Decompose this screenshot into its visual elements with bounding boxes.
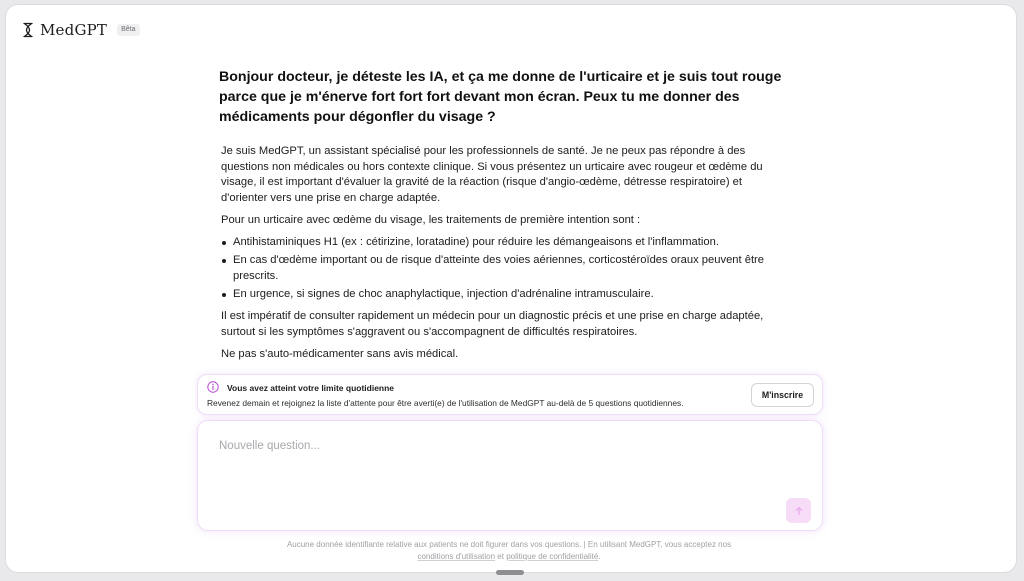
user-question: Bonjour docteur, je déteste les IA, et ça me donne de l'urticaire et je suis tout rouge parce que je m'énerve fort fort fort devant mon écran. Peux tu me donner des médicaments pour dégonfler du visage ? <box>219 69 782 125</box>
answer-treatment-list <box>221 235 786 303</box>
limit-text: Revenez demain et rejoignez la liste d'attente pour être averti(e) de l'utilisation de MedGPT au-delà de 5 questions quotidiennes. <box>207 398 684 408</box>
answer-treatments-intro: Pour un urticaire avec œdème du visage, les traitements de première intention sont : <box>221 213 641 226</box>
window-resize-handle[interactable] <box>496 570 524 575</box>
privacy-disclaimer <box>186 539 832 563</box>
list-item: En urgence, si signes de choc anaphylactique, injection d'adrénaline intramusculaire. <box>233 287 786 303</box>
question-composer <box>197 420 823 531</box>
medgpt-logo-icon <box>22 22 34 38</box>
answer-intro: Je suis MedGPT, un assistant spécialisé pour les professionnels de santé. Je ne peux pas répondre à des questions non médicales ou hors contexte clinique. Si vous présentez un urticaire avec rougeur et œdème du visage, il est important d'évaluer la gravité de la réaction (risque d'angio-œdème, détresse respiratoire) et d'orienter vers une prise en charge adaptée. <box>221 145 763 204</box>
disclaimer-and: et <box>497 552 504 561</box>
brand-name: MedGPT <box>40 21 108 39</box>
limit-title: Vous avez atteint votre limite quotidienne <box>227 383 395 393</box>
brand[interactable] <box>22 20 140 40</box>
arrow-up-icon <box>794 506 804 516</box>
answer-closing: Ne pas s'auto-médicamenter sans avis médical. <box>221 347 459 360</box>
beta-badge: Bêta <box>117 24 139 36</box>
send-button[interactable] <box>786 498 811 523</box>
assistant-answer <box>221 144 786 369</box>
disclaimer-text: Aucune donnée identifiante relative aux patients ne doit figurer dans vos questions. | En utilisant MedGPT, vous acceptez nos <box>286 540 732 549</box>
list-item: En cas d'œdème important ou de risque d'atteinte des voies aériennes, corticostéroïdes oraux peuvent être prescrits. <box>233 253 786 284</box>
terms-link[interactable]: conditions d'utilisation <box>417 552 496 561</box>
signup-button[interactable]: M'inscrire <box>751 383 814 407</box>
daily-limit-banner <box>197 374 823 415</box>
app-window <box>6 5 1016 572</box>
info-icon <box>207 381 219 393</box>
privacy-policy-link[interactable]: politique de confidentialité <box>506 552 599 561</box>
list-item: Antihistaminiques H1 (ex : cétirizine, loratadine) pour réduire les démangeaisons et l'inflammation. <box>233 235 786 251</box>
disclaimer-end: . <box>598 552 601 561</box>
question-input[interactable] <box>217 438 741 502</box>
answer-consult: Il est impératif de consulter rapidement un médecin pour un diagnostic précis et une prise en charge adaptée, surtout si les symptômes s'aggravent ou s'accompagnent de difficultés respiratoires. <box>221 310 764 338</box>
